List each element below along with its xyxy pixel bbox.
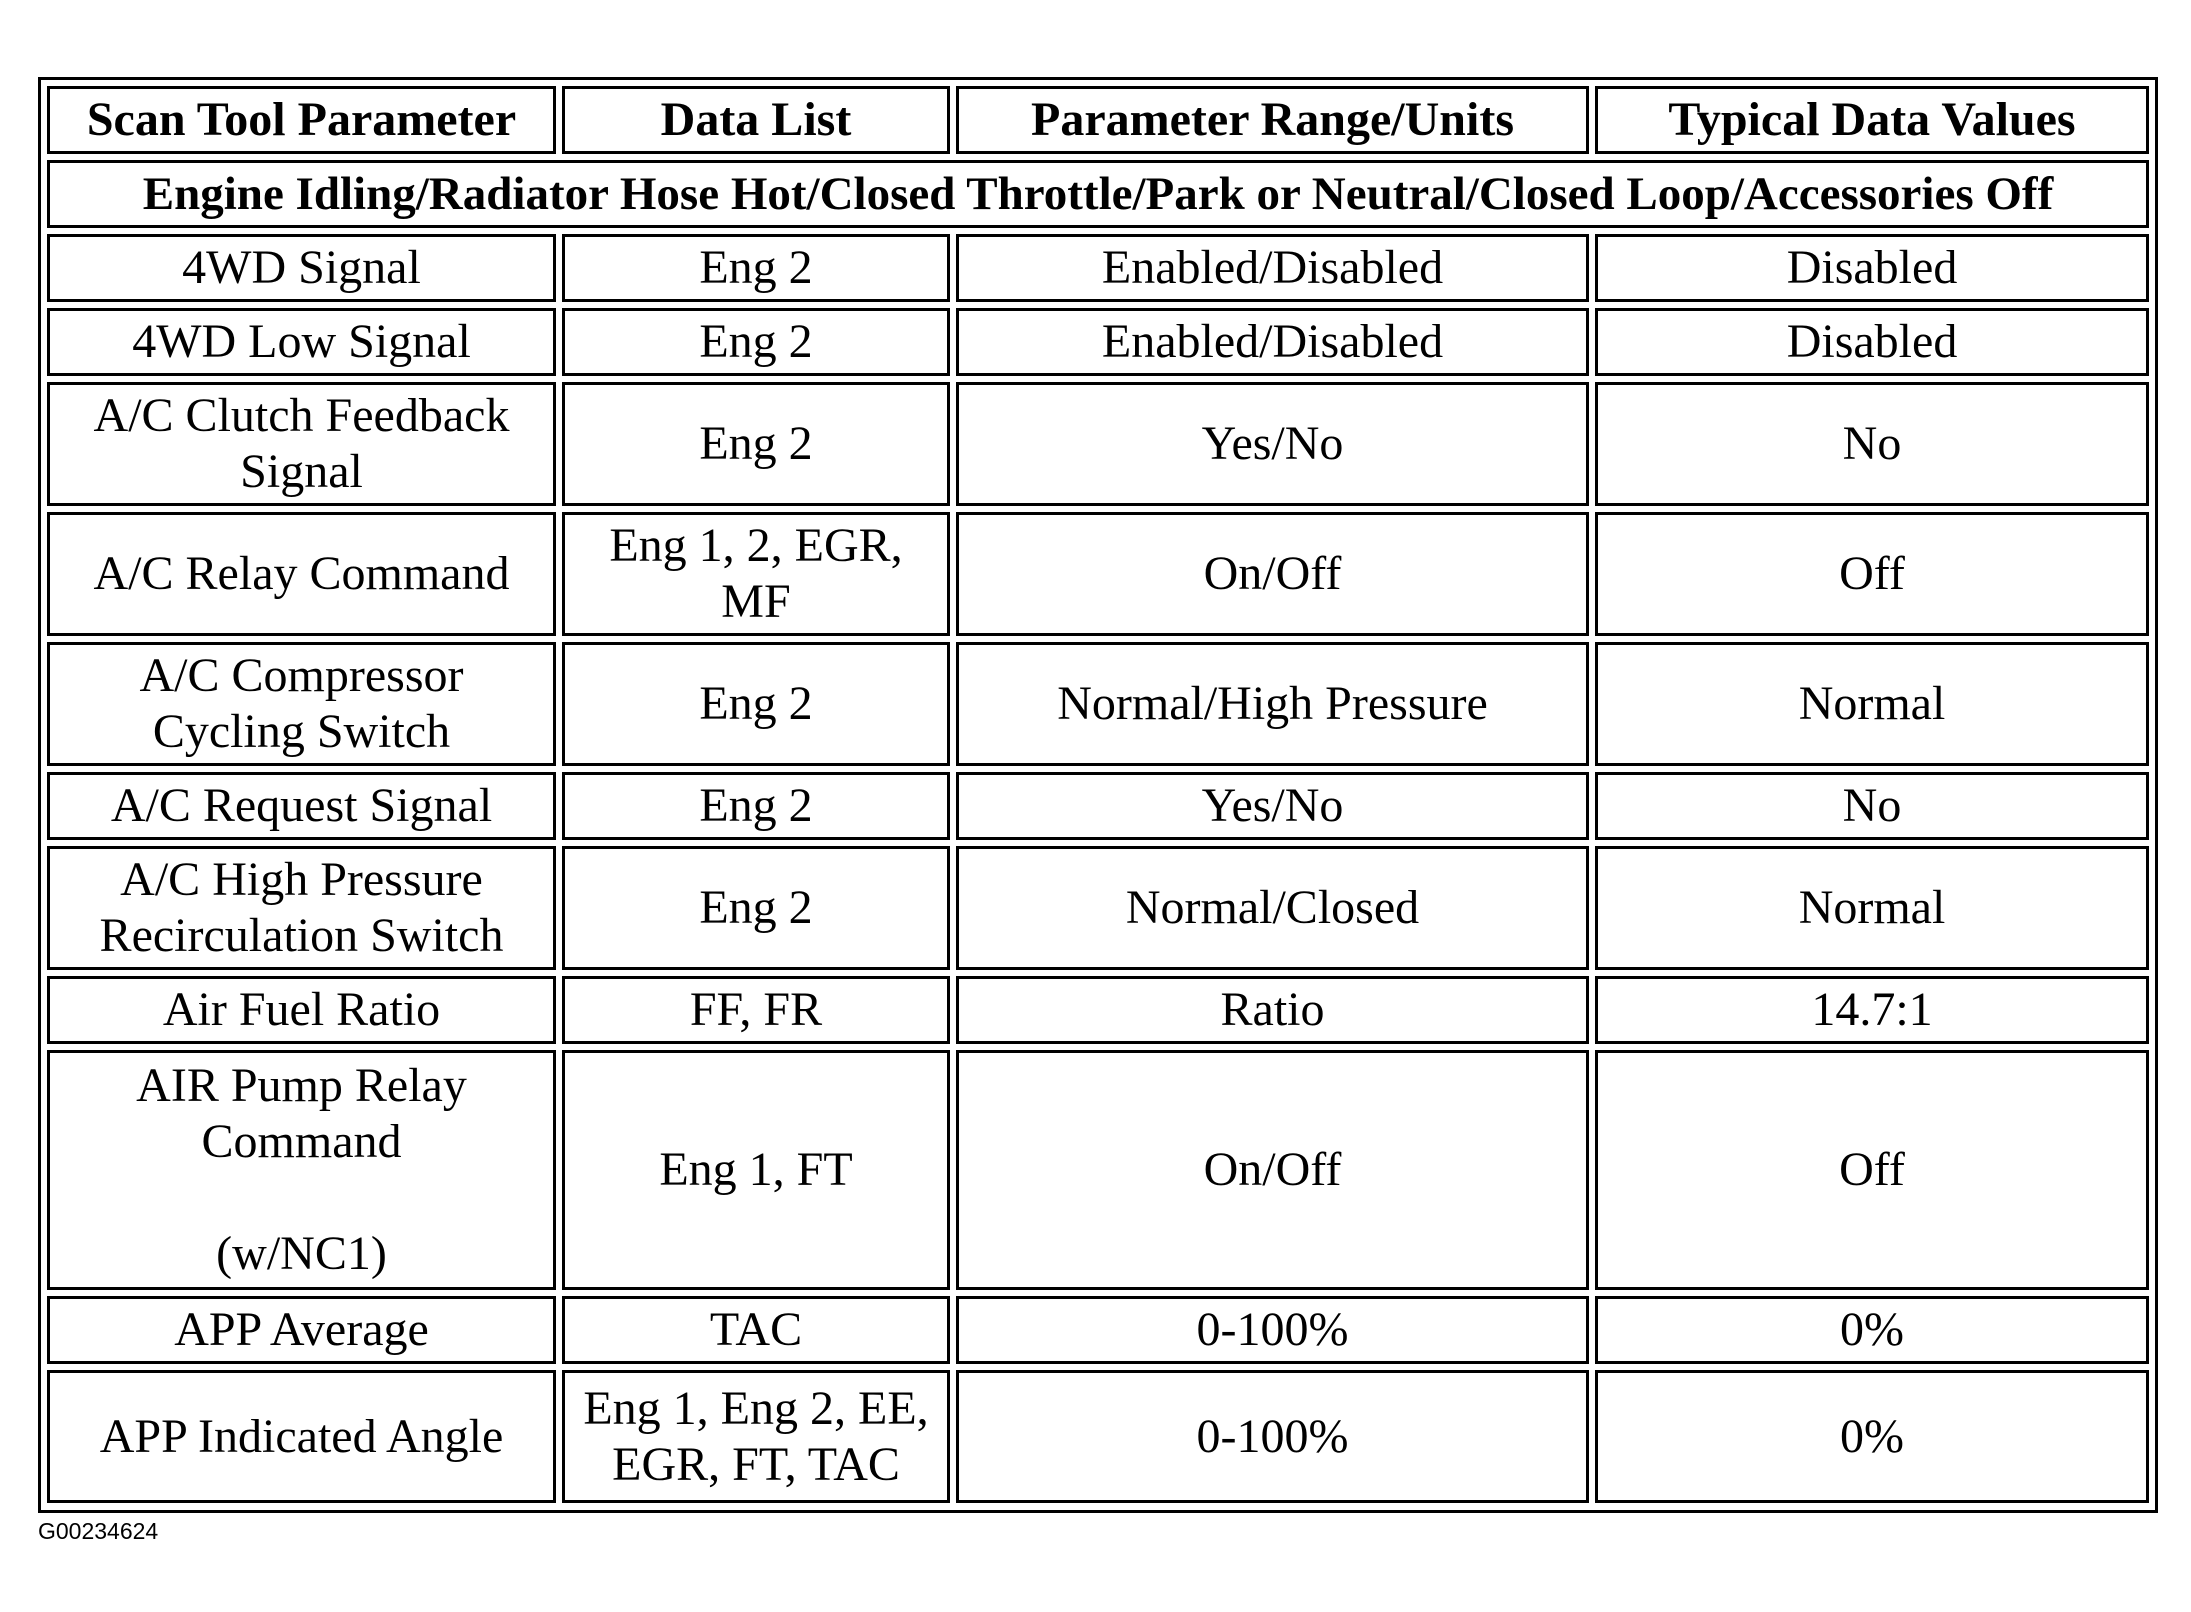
table-row-cell: Eng 1, 2, EGR, MF [562, 512, 950, 636]
table-row-cell: Normal [1595, 846, 2149, 970]
table-row-cell: 14.7:1 [1595, 976, 2149, 1044]
table-row-cell: A/C Compressor Cycling Switch [47, 642, 556, 766]
table-row-cell: Eng 2 [562, 382, 950, 506]
table-row-cell: Eng 1, Eng 2, EE, EGR, FT, TAC [562, 1370, 950, 1503]
table-row-cell: Disabled [1595, 308, 2149, 376]
table-row-cell: 4WD Signal [47, 234, 556, 302]
table-row-cell: Eng 2 [562, 234, 950, 302]
header-data-list: Data List [562, 86, 950, 154]
table-row-cell: Disabled [1595, 234, 2149, 302]
table-row-cell: Yes/No [956, 772, 1589, 840]
table-row-cell: 0-100% [956, 1296, 1589, 1364]
table-row-cell: AIR Pump Relay Command (w/NC1) [47, 1050, 556, 1290]
table-row-cell: 0-100% [956, 1370, 1589, 1503]
table-row-cell: No [1595, 772, 2149, 840]
operating-condition: Engine Idling/Radiator Hose Hot/Closed Throttle/Park or Neutral/Closed Loop/Accessories Off [47, 160, 2149, 228]
table-row-cell: Normal/High Pressure [956, 642, 1589, 766]
table-row-cell: Air Fuel Ratio [47, 976, 556, 1044]
table-row-cell: Off [1595, 1050, 2149, 1290]
table-row-cell: Yes/No [956, 382, 1589, 506]
table-row-cell: Eng 2 [562, 642, 950, 766]
table-row-cell: Normal/Closed [956, 846, 1589, 970]
figure-code: G00234624 [38, 1518, 159, 1544]
table-row-cell: On/Off [956, 1050, 1589, 1290]
table-row-cell: A/C Request Signal [47, 772, 556, 840]
table-row-cell: Enabled/Disabled [956, 308, 1589, 376]
table-row-cell: Off [1595, 512, 2149, 636]
table-row-cell: Eng 1, FT [562, 1050, 950, 1290]
table-row-cell: A/C Relay Command [47, 512, 556, 636]
table-row-cell: FF, FR [562, 976, 950, 1044]
header-typical-values: Typical Data Values [1595, 86, 2149, 154]
table-row-cell: 0% [1595, 1370, 2149, 1503]
header-scan-tool-parameter: Scan Tool Parameter [47, 86, 556, 154]
table-row-cell: Enabled/Disabled [956, 234, 1589, 302]
table-row-cell: Ratio [956, 976, 1589, 1044]
header-parameter-range: Parameter Range/Units [956, 86, 1589, 154]
table-row-cell: 0% [1595, 1296, 2149, 1364]
table-row-cell: Normal [1595, 642, 2149, 766]
table-row-cell: A/C Clutch Feedback Signal [47, 382, 556, 506]
table-row-cell: On/Off [956, 512, 1589, 636]
table-row-cell: Eng 2 [562, 772, 950, 840]
table-row-cell: A/C High Pressure Recirculation Switch [47, 846, 556, 970]
table-row-cell: TAC [562, 1296, 950, 1364]
table-row-cell: Eng 2 [562, 308, 950, 376]
table-row-cell: APP Indicated Angle [47, 1370, 556, 1503]
table-row-cell: APP Average [47, 1296, 556, 1364]
table-row-cell: No [1595, 382, 2149, 506]
table-row-cell: Eng 2 [562, 846, 950, 970]
table-row-cell: 4WD Low Signal [47, 308, 556, 376]
